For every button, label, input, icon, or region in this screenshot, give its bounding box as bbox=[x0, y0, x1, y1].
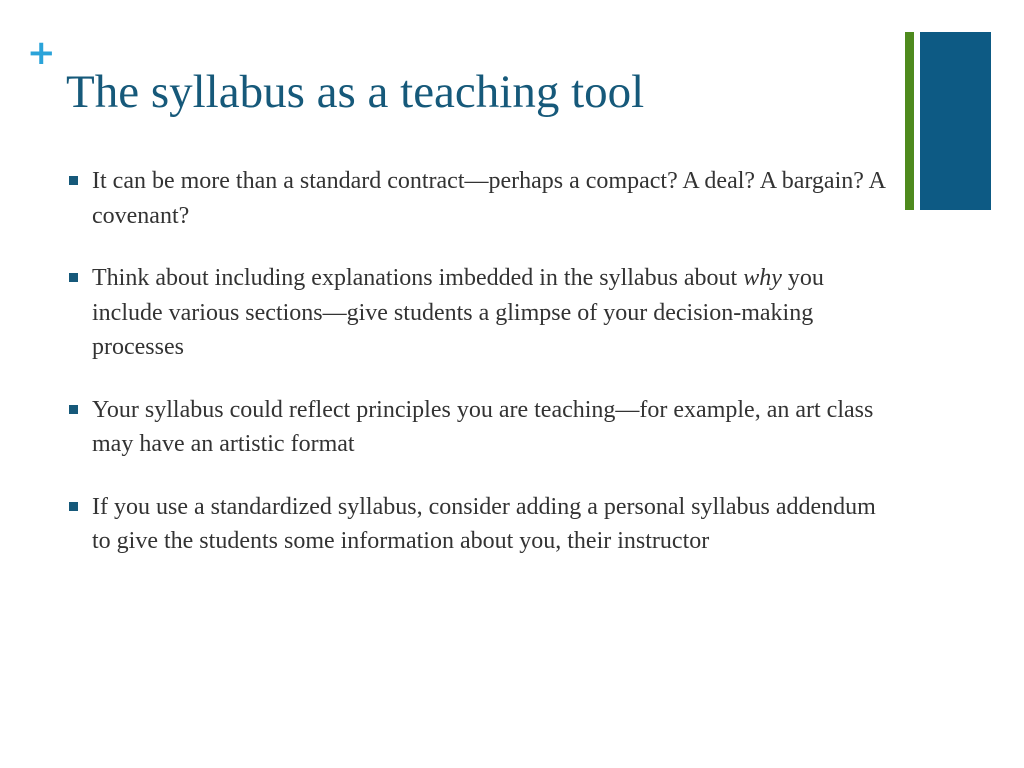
bullet-text: If you use a standardized syllabus, consider adding a personal syllabus addendum to give the students some information about you, their instructor bbox=[92, 493, 876, 554]
bullet-square-icon bbox=[69, 502, 78, 511]
bullet-item bbox=[67, 393, 897, 462]
bullet-square-icon bbox=[69, 273, 78, 282]
bullet-text bbox=[92, 265, 824, 360]
bullet-square-icon bbox=[69, 405, 78, 414]
bullet-text-after: you include various sections—give students a glimpse of your decision-making processes bbox=[92, 265, 824, 360]
bullet-item bbox=[67, 490, 897, 559]
bullet-item bbox=[67, 261, 897, 365]
slide-title: The syllabus as a teaching tool bbox=[66, 66, 645, 118]
accent-bar-green bbox=[905, 32, 914, 210]
bullet-text: Your syllabus could reflect principles you are teaching—for example, an art class may have an artistic format bbox=[92, 396, 874, 457]
accent-bar-blue bbox=[920, 32, 991, 210]
bullet-text-before: Think about including explanations imbedded in the syllabus about bbox=[92, 265, 744, 291]
bullet-text: It can be more than a standard contract—perhaps a compact? A deal? A bargain? A covenant? bbox=[92, 168, 885, 229]
bullet-square-icon bbox=[69, 176, 78, 185]
bullet-item bbox=[67, 164, 897, 233]
plus-icon: + bbox=[27, 33, 56, 73]
bullet-list bbox=[67, 164, 897, 587]
bullet-emphasis: why bbox=[743, 265, 782, 291]
